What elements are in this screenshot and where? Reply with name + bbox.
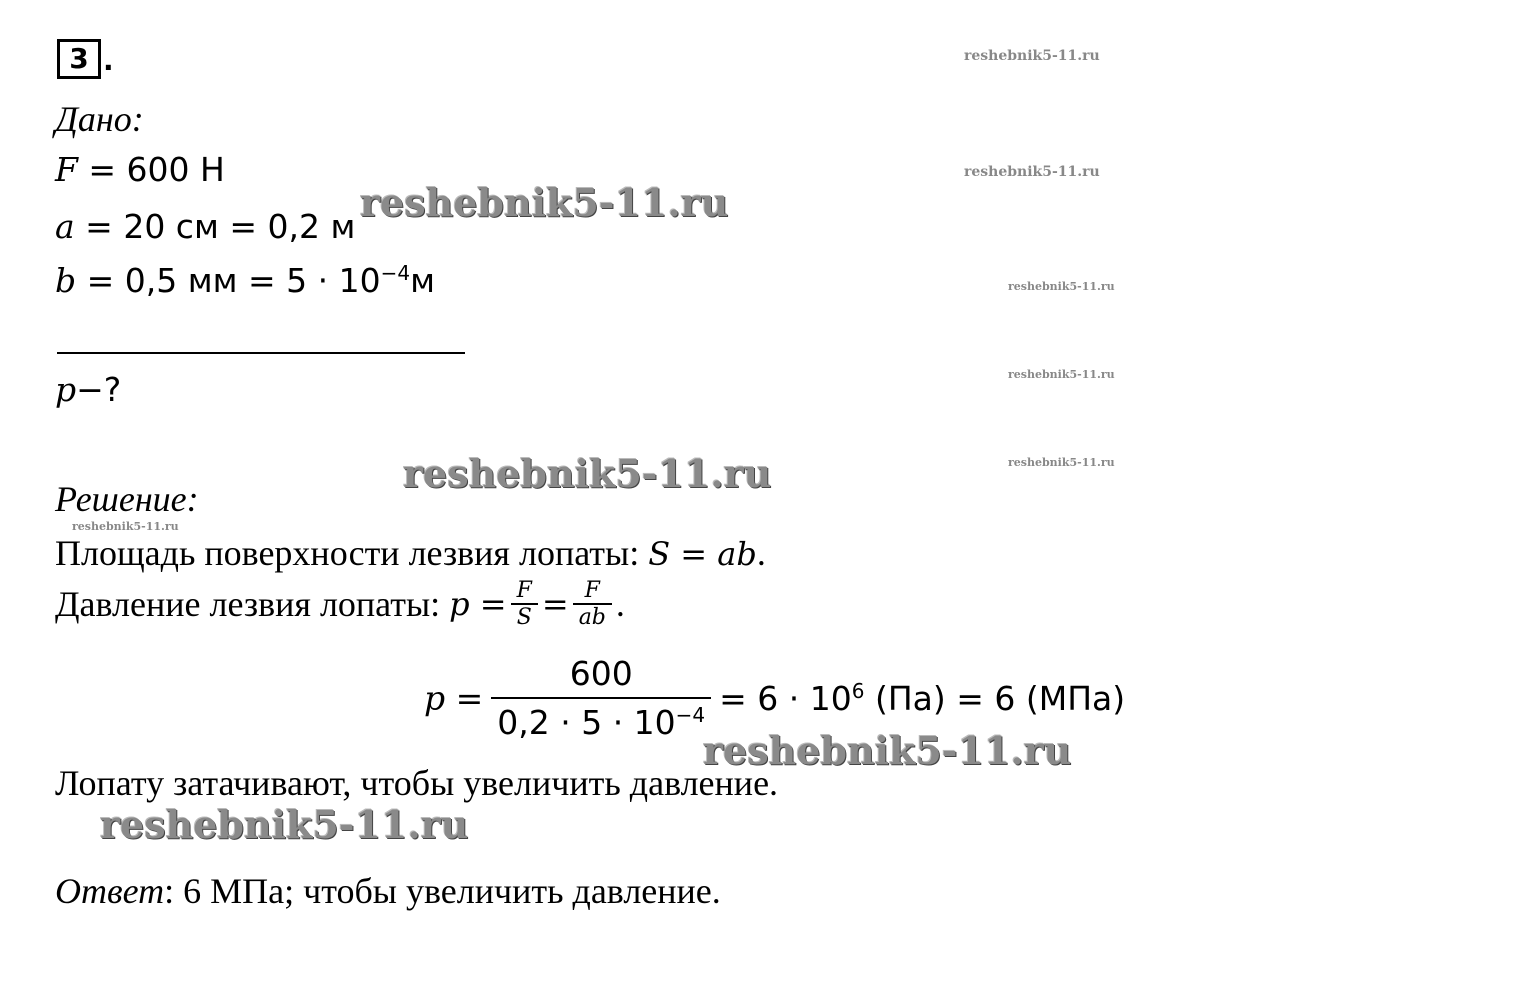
pressure-equals: = bbox=[541, 585, 569, 623]
calc-fraction bbox=[491, 654, 711, 742]
given-heading: Дано: bbox=[55, 99, 144, 139]
fraction-ab-denominator: ab bbox=[573, 603, 612, 630]
watermark: reshebnik5-11.ru bbox=[403, 451, 772, 496]
calc-denominator: $0,2 \cdot 5 \cdot 10^{-4}$ bbox=[491, 697, 711, 742]
watermark: reshebnik5-11.ru bbox=[1008, 280, 1115, 293]
watermark: reshebnik5-11.ru bbox=[1008, 456, 1115, 469]
b-variable: b bbox=[55, 261, 77, 300]
task-number-box: 3 bbox=[57, 39, 101, 79]
given-width-b bbox=[55, 261, 435, 301]
a-variable: a bbox=[55, 207, 75, 246]
conclusion-line: Лопату затачивают, чтобы увеличить давление. bbox=[55, 763, 779, 803]
calc-result: = $6 \cdot 10^6$ (Па) = 6 (МПа) bbox=[719, 678, 1126, 718]
answer-label: Ответ bbox=[55, 871, 165, 911]
given-divider bbox=[57, 352, 465, 354]
watermark: reshebnik5-11.ru bbox=[1008, 368, 1115, 381]
calc-lhs: p = bbox=[424, 678, 484, 718]
pressure-line bbox=[55, 578, 625, 630]
force-value: = 600 Н bbox=[77, 150, 225, 189]
watermark: reshebnik5-11.ru bbox=[964, 164, 1100, 180]
watermark: reshebnik5-11.ru bbox=[72, 520, 179, 533]
answer-text: : 6 МПа; чтобы увеличить давление. bbox=[164, 871, 721, 911]
b-value: = 0,5 мм = 5 · 10 bbox=[76, 261, 381, 300]
fraction-f-over-s bbox=[511, 578, 538, 630]
watermark: reshebnik5-11.ru bbox=[360, 180, 729, 225]
b-exponent: −4 bbox=[380, 261, 411, 285]
answer-line bbox=[55, 870, 721, 912]
solution-heading: Решение: bbox=[55, 479, 199, 519]
area-line bbox=[55, 532, 766, 574]
given-length-a bbox=[55, 207, 355, 247]
given-force bbox=[55, 150, 225, 190]
fraction-f2-numerator: F bbox=[584, 578, 600, 603]
fraction-f-over-ab bbox=[573, 578, 612, 630]
watermark: reshebnik5-11.ru bbox=[964, 48, 1100, 64]
area-formula: S = ab bbox=[648, 535, 757, 573]
task-number-dot: . bbox=[103, 44, 114, 77]
fraction-f-numerator: F bbox=[516, 578, 532, 603]
pressure-end: . bbox=[615, 584, 625, 624]
find-question: −? bbox=[76, 370, 122, 409]
find-line bbox=[55, 370, 121, 410]
area-end: . bbox=[756, 533, 766, 573]
fraction-s-denominator: S bbox=[511, 603, 538, 630]
find-variable: p bbox=[55, 370, 77, 409]
calc-numerator: 600 bbox=[569, 654, 633, 693]
watermark: reshebnik5-11.ru bbox=[703, 728, 1072, 773]
pressure-text: Давление лезвия лопаты: bbox=[55, 584, 450, 624]
force-variable: F bbox=[55, 150, 78, 189]
a-value: = 20 см = 0,2 м bbox=[74, 207, 356, 246]
watermark: reshebnik5-11.ru bbox=[100, 802, 469, 847]
area-text: Площадь поверхности лезвия лопаты: bbox=[55, 533, 649, 573]
pressure-lhs: p = bbox=[449, 585, 507, 623]
b-unit: м bbox=[410, 261, 435, 300]
